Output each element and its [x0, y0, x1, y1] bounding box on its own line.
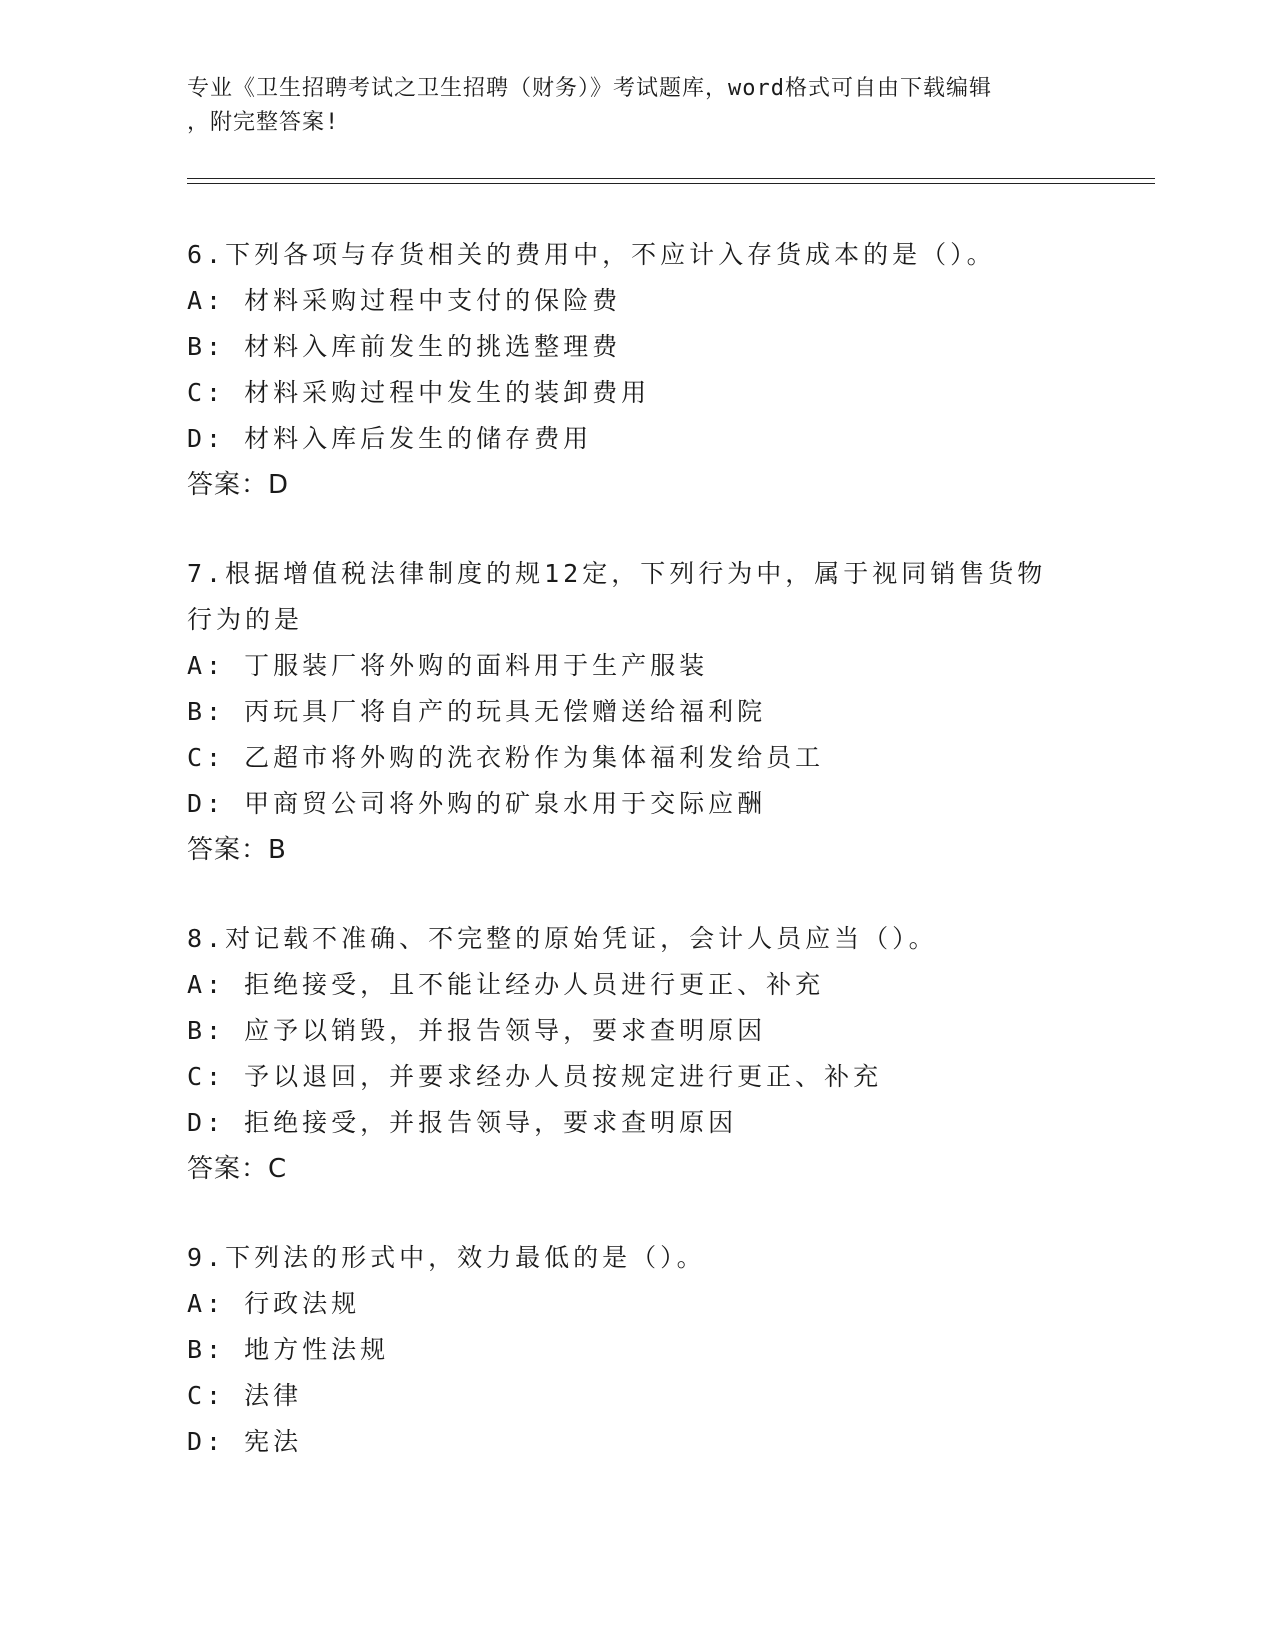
option-b: B: 材料入库前发生的挑选整理费 — [187, 332, 622, 361]
question-text: 9.下列法的形式中，效力最低的是（）。 — [187, 1243, 706, 1272]
option-b: B: 地方性法规 — [187, 1335, 390, 1364]
option-c: C: 法律 — [187, 1381, 303, 1410]
answer: 答案：D — [187, 470, 290, 500]
header-rule-top — [187, 178, 1155, 179]
option-d: D: 拒绝接受，并报告领导，要求查明原因 — [187, 1108, 738, 1137]
question-6 — [187, 232, 1087, 508]
document-header — [187, 72, 1067, 140]
header-rule-bottom — [187, 183, 1155, 184]
option-c: C: 材料采购过程中发生的装卸费用 — [187, 378, 651, 407]
question-9 — [187, 1235, 1087, 1465]
question-text: 7.根据增值税法律制度的规12定，下列行为中，属于视同销售货物行为的是 — [187, 559, 1047, 634]
option-c: C: 乙超市将外购的洗衣粉作为集体福利发给员工 — [187, 743, 825, 772]
answer: 答案：C — [187, 1154, 288, 1184]
question-text: 8.对记载不准确、不完整的原始凭证，会计人员应当（）。 — [187, 924, 938, 953]
answer: 答案：B — [187, 835, 287, 865]
option-a: A: 行政法规 — [187, 1289, 361, 1318]
question-text: 6.下列各项与存货相关的费用中，不应计入存货成本的是（）。 — [187, 240, 996, 269]
option-a: A: 拒绝接受，且不能让经办人员进行更正、补充 — [187, 970, 825, 999]
question-list — [187, 232, 1087, 1508]
option-d: D: 材料入库后发生的储存费用 — [187, 424, 593, 453]
option-d: D: 甲商贸公司将外购的矿泉水用于交际应酬 — [187, 789, 767, 818]
question-8 — [187, 916, 1087, 1192]
header-line-1: 专业《卫生招聘考试之卫生招聘（财务）》考试题库，word格式可自由下载编辑 — [187, 76, 992, 101]
question-7 — [187, 551, 1087, 873]
option-b: B: 丙玩具厂将自产的玩具无偿赠送给福利院 — [187, 697, 767, 726]
option-c: C: 予以退回，并要求经办人员按规定进行更正、补充 — [187, 1062, 883, 1091]
option-a: A: 材料采购过程中支付的保险费 — [187, 286, 622, 315]
option-a: A: 丁服装厂将外购的面料用于生产服装 — [187, 651, 709, 680]
header-line-2: ，附完整答案! — [187, 110, 340, 135]
option-b: B: 应予以销毁，并报告领导，要求查明原因 — [187, 1016, 767, 1045]
option-d: D: 宪法 — [187, 1427, 303, 1456]
